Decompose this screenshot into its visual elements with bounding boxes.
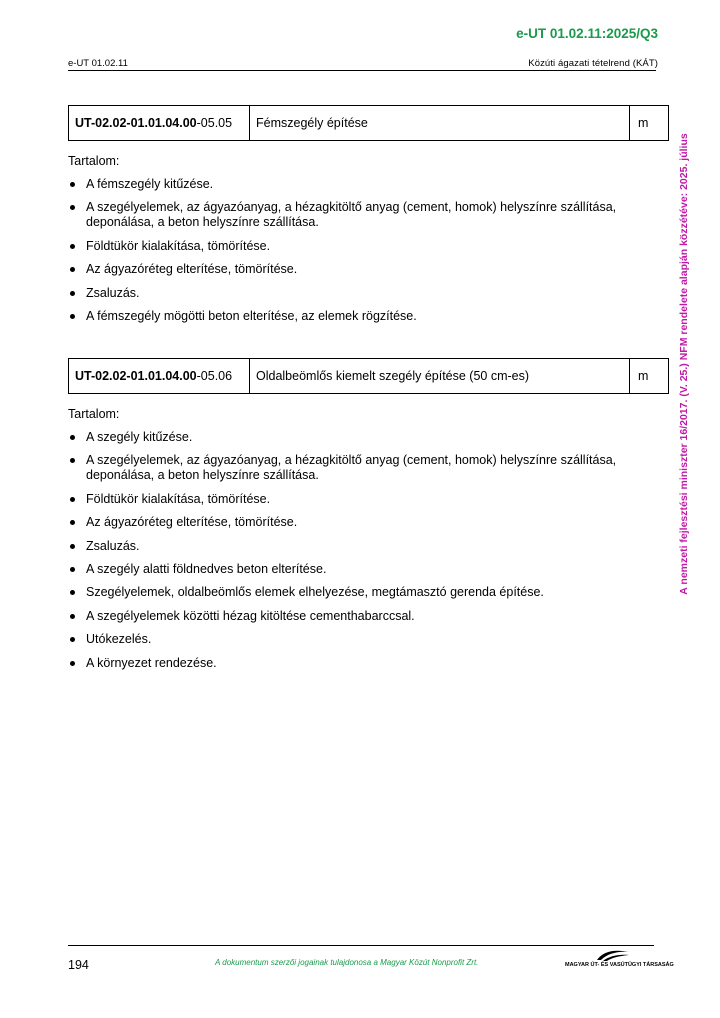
content-list <box>68 177 658 324</box>
item-code-main: UT-02.02-01.01.04.00 <box>75 369 197 383</box>
header-left-label: e-UT 01.02.11 <box>68 58 128 69</box>
item-content-1 <box>68 154 658 332</box>
item-code-suffix: -05.06 <box>196 369 233 383</box>
list-item: Szegélyelemek, oldalbeömlős elemek elhelyezése, megtámasztó gerenda építése. <box>68 585 658 600</box>
content-title: Tartalom: <box>68 407 120 421</box>
item-code-main: UT-02.02-01.01.04.00 <box>75 116 197 130</box>
item-content-2 <box>68 407 658 679</box>
content-title: Tartalom: <box>68 154 120 168</box>
society-logo <box>565 948 674 970</box>
item-code <box>69 106 250 141</box>
list-item: Zsaluzás. <box>68 539 658 554</box>
list-item: A szegély kitűzése. <box>68 430 658 445</box>
item-code <box>69 359 250 394</box>
item-code-suffix: -05.05 <box>196 116 233 130</box>
header-divider <box>68 70 656 71</box>
side-note <box>675 96 693 631</box>
list-item: A környezet rendezése. <box>68 656 658 671</box>
list-item: A fémszegély mögötti beton elterítése, az elemek rögzítése. <box>68 309 658 324</box>
list-item: Zsaluzás. <box>68 286 658 301</box>
item-unit: m <box>630 106 669 141</box>
list-item: A szegély alatti földnedves beton elterítése. <box>68 562 658 577</box>
side-note-text: A nemzeti fejlesztési miniszter 16/2017. (V. 25.) NFM rendelete alapján közzétéve: 2025. július <box>678 132 690 595</box>
header-right-label: Közúti ágazati tételrend (KÁT) <box>528 58 658 69</box>
list-item: Földtükör kialakítása, tömörítése. <box>68 239 658 254</box>
footer-divider <box>68 945 654 946</box>
copyright-note: A dokumentum szerzői jogainak tulajdonosa a Magyar Közút Nonprofit Zrt. <box>215 958 479 967</box>
list-item: Földtükör kialakítása, tömörítése. <box>68 492 658 507</box>
list-item: A fémszegély kitűzése. <box>68 177 658 192</box>
item-unit: m <box>630 359 669 394</box>
item-table-1 <box>68 105 669 141</box>
logo-text: MAGYAR ÚT- ÉS VASÚTÜGYI TÁRSASÁG <box>565 962 674 968</box>
item-table-2 <box>68 358 669 394</box>
list-item: Utókezelés. <box>68 632 658 647</box>
list-item: A szegélyelemek közötti hézag kitöltése cementhabarccsal. <box>68 609 658 624</box>
list-item: A szegélyelemek, az ágyazóanyag, a hézagkitöltő anyag (cement, homok) helyszínre szállítása, deponálása, a beton helyszínre szállítása. <box>68 453 658 483</box>
list-item: A szegélyelemek, az ágyazóanyag, a hézagkitöltő anyag (cement, homok) helyszínre szállítása, deponálása, a beton helyszínre szállítása. <box>68 200 658 230</box>
list-item: Az ágyazóréteg elterítése, tömörítése. <box>68 515 658 530</box>
item-name: Oldalbeömlős kiemelt szegély építése (50 cm-es) <box>250 359 630 394</box>
page-number: 194 <box>68 958 89 972</box>
content-list <box>68 430 658 671</box>
item-name: Fémszegély építése <box>250 106 630 141</box>
document-id: e-UT 01.02.11:2025/Q3 <box>516 26 658 41</box>
list-item: Az ágyazóréteg elterítése, tömörítése. <box>68 262 658 277</box>
logo-swoosh-icon <box>595 948 631 962</box>
